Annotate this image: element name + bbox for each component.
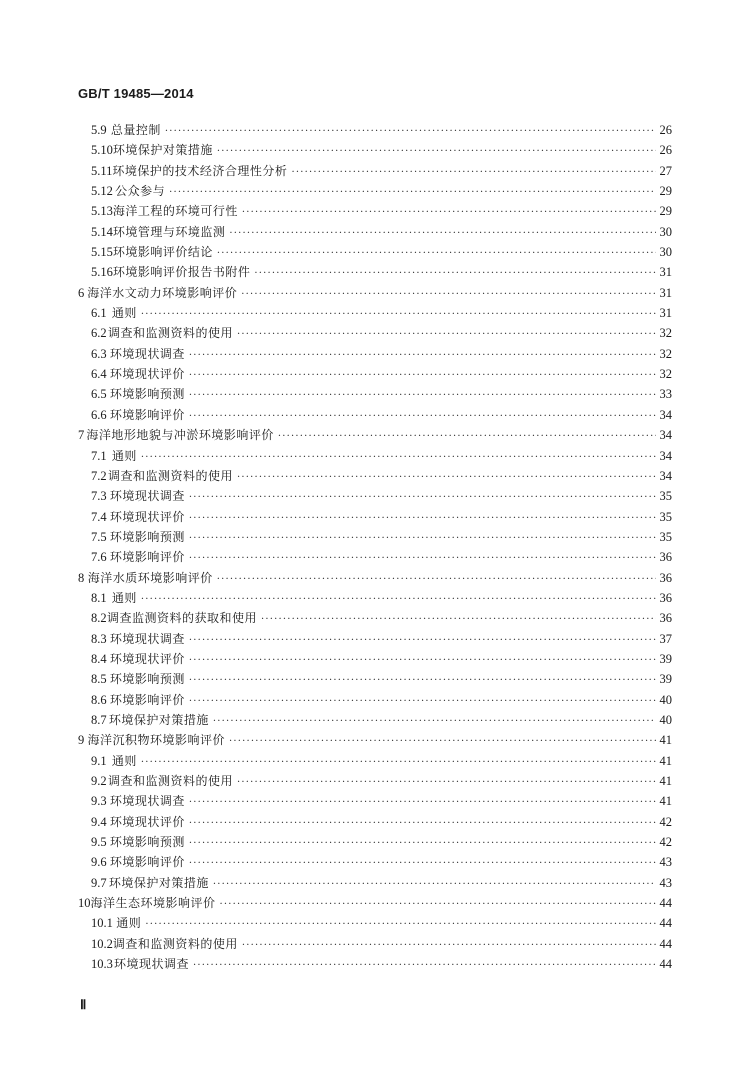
toc-entry-page: 32 [659, 326, 672, 341]
toc-chapter-entry[interactable] [78, 568, 672, 588]
toc-entry-title: 环境现状调查 [109, 489, 185, 504]
toc-dot-leader [189, 529, 656, 549]
table-of-contents [78, 120, 672, 974]
toc-entry-page: 44 [659, 957, 672, 972]
toc-entry-title: 环境保护对策措施 [112, 143, 213, 158]
toc-entry-page: 37 [659, 631, 672, 646]
toc-section-entry[interactable] [78, 527, 672, 547]
toc-entry-number: 6.4 [91, 367, 107, 382]
toc-entry-title: 环境影响评价报告书附件 [112, 265, 251, 280]
toc-entry-page: 42 [659, 835, 672, 850]
toc-section-entry[interactable] [78, 629, 672, 649]
toc-dot-leader [242, 203, 656, 223]
toc-entry-title: 调查和监测资料的使用 [112, 936, 238, 951]
toc-dot-leader [165, 122, 656, 142]
toc-section-entry[interactable] [78, 486, 672, 506]
toc-entry-title: 环境管理与环境监测 [112, 224, 226, 239]
toc-entry-title: 海洋生态环境影响评价 [90, 896, 216, 911]
toc-entry-number: 7.2 [91, 468, 107, 483]
toc-entry-title: 通则 [111, 753, 137, 768]
toc-entry-title: 环境影响评价 [109, 855, 185, 870]
toc-section-entry[interactable] [78, 120, 672, 140]
toc-entry-title: 环境现状评价 [109, 814, 185, 829]
toc-dot-leader [291, 163, 655, 183]
toc-entry-number: 9.6 [91, 855, 107, 870]
toc-entry-page: 32 [659, 367, 672, 382]
toc-entry-title: 海洋沉积物环境影响评价 [87, 733, 225, 748]
toc-entry-page: 35 [659, 489, 672, 504]
toc-section-entry[interactable] [78, 201, 672, 221]
toc-dot-leader [217, 244, 656, 264]
toc-entry-number: 8.7 [91, 712, 107, 727]
toc-section-entry[interactable] [78, 344, 672, 364]
toc-dot-leader [189, 692, 656, 712]
toc-entry-title: 环境影响预测 [109, 672, 185, 687]
toc-entry-page: 32 [659, 346, 672, 361]
toc-section-entry[interactable] [78, 832, 672, 852]
toc-entry-page: 26 [659, 143, 672, 158]
toc-entry-page: 42 [659, 814, 672, 829]
toc-section-entry[interactable] [78, 608, 672, 628]
toc-section-entry[interactable] [78, 242, 672, 262]
toc-dot-leader [213, 712, 656, 732]
toc-dot-leader [229, 224, 655, 244]
toc-dot-leader [189, 488, 656, 508]
toc-entry-page: 33 [659, 387, 672, 402]
toc-section-entry[interactable] [78, 913, 672, 933]
toc-dot-leader [193, 956, 656, 976]
toc-section-entry[interactable] [78, 588, 672, 608]
toc-dot-leader [242, 936, 656, 956]
toc-entry-number: 5.9 [91, 123, 107, 137]
toc-dot-leader [213, 875, 656, 895]
toc-dot-leader [141, 448, 656, 468]
toc-entry-number: 8.4 [91, 651, 107, 666]
toc-entry-title: 环境现状评价 [109, 509, 185, 524]
toc-entry-title: 调查和监测资料的使用 [107, 468, 233, 483]
toc-section-entry[interactable] [78, 934, 672, 954]
toc-entry-number: 5.15 [91, 245, 113, 260]
standard-code-header: GB/T 19485—2014 [78, 86, 194, 101]
toc-entry-title: 通则 [111, 448, 137, 463]
toc-entry-title: 通则 [111, 590, 137, 605]
toc-entry-number: 5.16 [91, 265, 113, 280]
toc-entry-number: 9.7 [91, 875, 107, 890]
toc-entry-page: 29 [659, 204, 672, 219]
toc-dot-leader [189, 346, 656, 366]
toc-entry-title: 环境影响评价 [109, 407, 185, 422]
toc-entry-title: 调查监测资料的获取和使用 [106, 611, 257, 626]
toc-entry-title: 环境影响评价 [109, 550, 185, 565]
toc-entry-page: 39 [659, 651, 672, 666]
toc-entry-page: 29 [659, 184, 672, 199]
toc-dot-leader [145, 915, 655, 935]
toc-entry-page: 30 [659, 245, 672, 260]
toc-entry-page: 41 [659, 774, 672, 788]
toc-dot-leader [278, 427, 656, 447]
toc-entry-page: 44 [659, 896, 672, 911]
toc-entry-page: 36 [659, 550, 672, 565]
toc-dot-leader [189, 793, 656, 813]
toc-dot-leader [189, 631, 656, 651]
toc-entry-number: 8.6 [91, 692, 107, 707]
toc-entry-page: 31 [659, 265, 672, 280]
toc-entry-title: 环境现状调查 [109, 794, 185, 809]
toc-entry-title: 调查和监测资料的使用 [107, 774, 233, 788]
toc-dot-leader [189, 671, 656, 691]
toc-entry-page: 44 [659, 916, 672, 931]
toc-entry-title: 环境影响评价结论 [112, 245, 213, 260]
toc-entry-page: 39 [659, 672, 672, 687]
toc-dot-leader [189, 509, 656, 529]
toc-section-entry[interactable] [78, 507, 672, 527]
toc-entry-title: 通则 [111, 306, 137, 321]
toc-entry-title: 环境现状调查 [109, 631, 185, 646]
toc-entry-title: 环境现状评价 [109, 651, 185, 666]
toc-entry-page: 34 [659, 428, 672, 443]
toc-entry-number: 5.11 [91, 163, 113, 178]
toc-chapter-entry[interactable] [78, 425, 672, 445]
toc-entry-number: 7.4 [91, 509, 107, 524]
toc-section-entry[interactable] [78, 649, 672, 669]
toc-entry-number: 5.13 [91, 204, 113, 219]
toc-entry-number: 6 [78, 285, 85, 300]
toc-entry-title: 总量控制 [110, 123, 161, 137]
toc-entry-page: 34 [659, 448, 672, 463]
toc-entry-title: 环境影响预测 [109, 529, 185, 544]
toc-dot-leader [189, 386, 656, 406]
toc-dot-leader [169, 183, 655, 203]
toc-entry-page: 41 [659, 733, 672, 748]
page-number: Ⅱ [80, 997, 87, 1012]
toc-section-entry[interactable] [78, 954, 672, 974]
toc-section-entry[interactable] [78, 710, 672, 730]
toc-entry-title: 通则 [116, 916, 142, 931]
toc-section-entry[interactable] [78, 690, 672, 710]
toc-section-entry[interactable] [78, 405, 672, 425]
toc-entry-title: 调查和监测资料的使用 [107, 326, 233, 341]
toc-entry-page: 41 [659, 794, 672, 809]
toc-section-entry[interactable] [78, 222, 672, 242]
toc-section-entry[interactable] [78, 873, 672, 893]
toc-dot-leader [141, 590, 656, 610]
toc-section-entry[interactable] [78, 771, 672, 791]
toc-entry-number: 7.5 [91, 529, 107, 544]
toc-entry-number: 9.1 [91, 753, 107, 768]
toc-dot-leader [261, 610, 656, 630]
toc-entry-number: 9.3 [91, 794, 107, 809]
toc-entry-number: 9 [78, 733, 85, 748]
toc-entry-number: 6.6 [91, 407, 107, 422]
toc-dot-leader [229, 732, 656, 752]
toc-dot-leader [237, 773, 656, 793]
toc-dot-leader [254, 264, 655, 284]
toc-section-entry[interactable] [78, 852, 672, 872]
toc-dot-leader [189, 651, 656, 671]
toc-section-entry[interactable] [78, 446, 672, 466]
toc-entry-title: 环境现状调查 [109, 346, 185, 361]
toc-entry-page: 41 [659, 753, 672, 768]
toc-chapter-entry[interactable] [78, 893, 672, 913]
toc-entry-page: 34 [659, 468, 672, 483]
toc-entry-number: 10 [78, 896, 91, 911]
toc-dot-leader [220, 895, 656, 915]
toc-entry-title: 公众参与 [115, 184, 166, 199]
toc-entry-number: 5.10 [91, 143, 113, 158]
toc-chapter-entry[interactable] [78, 730, 672, 750]
toc-entry-title: 环境保护的技术经济合理性分析 [112, 163, 288, 178]
toc-section-entry[interactable] [78, 384, 672, 404]
toc-chapter-entry[interactable] [78, 283, 672, 303]
toc-dot-leader [189, 549, 656, 569]
toc-section-entry[interactable] [78, 323, 672, 343]
toc-entry-title: 环境保护对策措施 [108, 712, 209, 727]
toc-entry-title: 环境现状评价 [109, 367, 185, 382]
toc-dot-leader [141, 753, 656, 773]
toc-entry-page: 40 [659, 712, 672, 727]
toc-entry-number: 6.2 [91, 326, 107, 341]
toc-dot-leader [189, 366, 656, 386]
toc-entry-number: 7 [78, 428, 85, 443]
toc-entry-page: 26 [659, 123, 672, 137]
toc-entry-page: 35 [659, 509, 672, 524]
toc-dot-leader [189, 407, 656, 427]
toc-entry-page: 36 [659, 570, 672, 585]
toc-entry-number: 8.5 [91, 672, 107, 687]
toc-section-entry[interactable] [78, 812, 672, 832]
toc-section-entry[interactable] [78, 669, 672, 689]
toc-entry-number: 9.4 [91, 814, 107, 829]
toc-entry-title: 环境影响预测 [109, 835, 185, 850]
toc-section-entry[interactable] [78, 364, 672, 384]
toc-section-entry[interactable] [78, 140, 672, 160]
toc-entry-number: 8.3 [91, 631, 107, 646]
toc-dot-leader [217, 570, 656, 590]
toc-entry-page: 27 [659, 163, 672, 178]
toc-entry-page: 34 [659, 407, 672, 422]
toc-dot-leader [141, 305, 656, 325]
toc-entry-page: 36 [659, 590, 672, 605]
toc-dot-leader [189, 854, 656, 874]
toc-dot-leader [189, 834, 656, 854]
toc-entry-title: 环境现状调查 [113, 957, 189, 972]
toc-dot-leader [189, 814, 656, 834]
toc-section-entry[interactable] [78, 262, 672, 282]
toc-section-entry[interactable] [78, 791, 672, 811]
toc-entry-page: 43 [659, 855, 672, 870]
toc-entry-number: 5.14 [91, 224, 113, 239]
toc-entry-number: 10.2 [91, 936, 113, 951]
toc-dot-leader [217, 142, 656, 162]
toc-entry-page: 30 [659, 224, 672, 239]
toc-entry-number: 8.2 [91, 611, 107, 626]
toc-entry-title: 环境影响预测 [109, 387, 185, 402]
toc-entry-title: 海洋水文动力环境影响评价 [87, 285, 238, 300]
toc-entry-page: 44 [659, 936, 672, 951]
toc-entry-page: 31 [659, 306, 672, 321]
toc-section-entry[interactable] [78, 466, 672, 486]
toc-dot-leader [237, 325, 656, 345]
toc-entry-page: 35 [659, 529, 672, 544]
toc-entry-number: 8 [78, 570, 85, 585]
toc-section-entry[interactable] [78, 547, 672, 567]
toc-entry-number: 6.1 [91, 306, 107, 321]
toc-entry-number: 9.5 [91, 835, 107, 850]
toc-entry-number: 6.3 [91, 346, 107, 361]
toc-section-entry[interactable] [78, 161, 672, 181]
toc-entry-page: 40 [659, 692, 672, 707]
toc-section-entry[interactable] [78, 303, 672, 323]
toc-entry-page: 31 [659, 285, 672, 300]
toc-entry-number: 10.1 [91, 916, 113, 931]
toc-entry-number: 6.5 [91, 387, 107, 402]
toc-dot-leader [237, 468, 656, 488]
toc-section-entry[interactable] [78, 181, 672, 201]
toc-entry-number: 7.6 [91, 550, 107, 565]
toc-entry-number: 7.1 [91, 448, 107, 463]
toc-section-entry[interactable] [78, 751, 672, 771]
toc-entry-title: 环境影响评价 [109, 692, 185, 707]
toc-entry-title: 环境保护对策措施 [108, 875, 209, 890]
toc-entry-title: 海洋水质环境影响评价 [87, 570, 213, 585]
toc-entry-title: 海洋地形地貌与冲淤环境影响评价 [86, 428, 274, 443]
toc-entry-page: 43 [659, 875, 672, 890]
toc-entry-number: 7.3 [91, 489, 107, 504]
toc-entry-page: 36 [659, 611, 672, 626]
toc-entry-number: 8.1 [91, 590, 107, 605]
toc-entry-number: 9.2 [91, 774, 107, 788]
toc-entry-title: 海洋工程的环境可行性 [112, 204, 238, 219]
toc-entry-number: 10.3 [91, 957, 113, 972]
toc-entry-number: 5.12 [91, 184, 113, 199]
toc-dot-leader [241, 285, 655, 305]
